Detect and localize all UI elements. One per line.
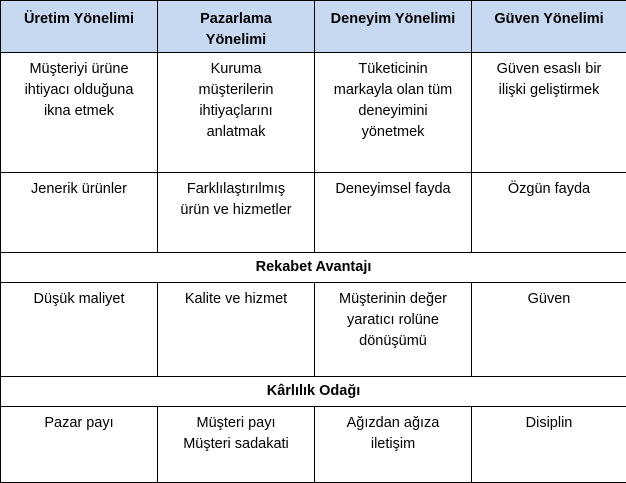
table-cell <box>158 53 315 173</box>
header-cell-production <box>1 1 158 53</box>
header-marketing-label: Pazarlama Yönelimi <box>200 11 272 48</box>
table-cell <box>472 283 626 377</box>
cell-text: Deneyimsel fayda <box>335 181 450 197</box>
header-cell-trust <box>472 1 626 53</box>
table-cell <box>315 173 472 253</box>
cell-text: Müşterinin değer yaratıcı rolüne dönüşümü <box>339 291 447 349</box>
header-row <box>1 1 626 53</box>
table-cell <box>1 407 158 483</box>
cell-text: Özgün fayda <box>508 181 590 197</box>
table-row <box>1 283 626 377</box>
header-cell-experience <box>315 1 472 53</box>
cell-text: Ağızdan ağıza iletişim <box>347 415 440 452</box>
table-cell <box>315 53 472 173</box>
section-heading-competitive: Rekabet Avantajı <box>1 253 626 283</box>
cell-text: Pazar payı <box>44 415 113 431</box>
header-trust-label: Güven Yönelimi <box>494 11 603 27</box>
table-cell <box>315 283 472 377</box>
cell-text: Jenerik ürünler <box>31 181 127 197</box>
cell-text: Müşteri payı Müşteri sadakati <box>183 415 289 452</box>
cell-text: Disiplin <box>526 415 573 431</box>
table-cell <box>472 173 626 253</box>
header-cell-marketing <box>158 1 315 53</box>
section-row-profit <box>1 377 626 407</box>
table-cell <box>472 407 626 483</box>
table-cell <box>315 407 472 483</box>
table-cell <box>1 283 158 377</box>
table-cell <box>158 173 315 253</box>
section-heading-profit: Kârlılık Odağı <box>1 377 626 407</box>
table-cell <box>158 283 315 377</box>
header-experience-label: Deneyim Yönelimi <box>331 11 456 27</box>
cell-text: Tüketicinin markayla olan tüm deneyimini yönetmek <box>334 61 452 140</box>
cell-text: Kuruma müşterilerin ihtiyaçlarını anlatmak <box>199 61 274 140</box>
section-row-competitive <box>1 253 626 283</box>
table-row <box>1 407 626 483</box>
cell-text: Kalite ve hizmet <box>185 291 287 307</box>
table-cell <box>472 53 626 173</box>
cell-text: Müşteriyi ürüne ihtiyacı olduğuna ikna etmek <box>25 61 134 119</box>
cell-text: Farklılaştırılmış ürün ve hizmetler <box>180 181 291 218</box>
cell-text: Güven <box>528 291 571 307</box>
cell-text: Güven esaslı bir ilişki geliştirmek <box>497 61 602 98</box>
cell-text: Düşük maliyet <box>33 291 124 307</box>
table-row <box>1 53 626 173</box>
header-production-label: Üretim Yönelimi <box>24 11 134 27</box>
table-row <box>1 173 626 253</box>
table-cell <box>1 53 158 173</box>
table-cell <box>1 173 158 253</box>
table-cell <box>158 407 315 483</box>
